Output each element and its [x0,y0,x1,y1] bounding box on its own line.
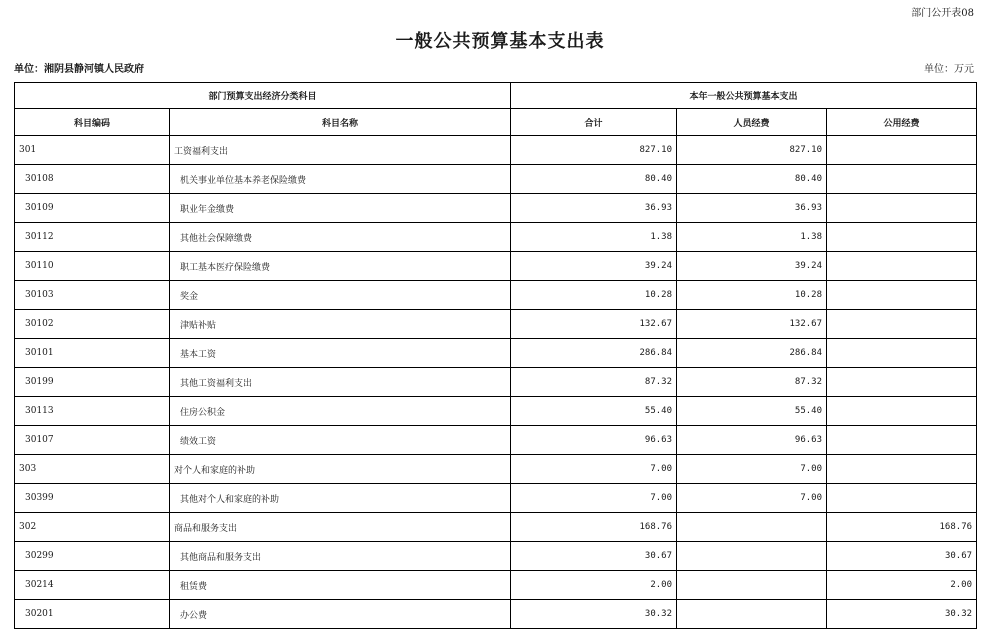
cell-name: 职工基本医疗保险缴费 [170,252,511,281]
table-row [15,223,977,252]
cell-code: 30201 [15,600,170,629]
cell-code: 30199 [15,368,170,397]
cell-personnel: 55.40 [677,397,827,426]
cell-total: 10.28 [511,281,677,310]
cell-total: 55.40 [511,397,677,426]
cell-code: 30399 [15,484,170,513]
cell-name: 绩效工资 [170,426,511,455]
cell-name: 工资福利支出 [170,136,511,165]
cell-name: 住房公积金 [170,397,511,426]
cell-code: 30108 [15,165,170,194]
cell-total: 2.00 [511,571,677,600]
cell-total: 827.10 [511,136,677,165]
cell-total: 7.00 [511,484,677,513]
table-row [15,310,977,339]
cell-name: 办公费 [170,600,511,629]
cell-name: 其他社会保障缴费 [170,223,511,252]
cell-total: 30.67 [511,542,677,571]
cell-code: 30109 [15,194,170,223]
cell-public [827,281,977,310]
cell-code: 303 [15,455,170,484]
cell-personnel: 132.67 [677,310,827,339]
cell-personnel: 827.10 [677,136,827,165]
cell-public: 2.00 [827,571,977,600]
cell-personnel: 10.28 [677,281,827,310]
cell-public [827,252,977,281]
cell-code: 30113 [15,397,170,426]
cell-public [827,397,977,426]
cell-personnel: 7.00 [677,455,827,484]
cell-name: 其他对个人和家庭的补助 [170,484,511,513]
cell-total: 80.40 [511,165,677,194]
header-row-group [15,83,977,109]
cell-public [827,484,977,513]
cell-code: 30112 [15,223,170,252]
cell-personnel [677,542,827,571]
cell-personnel: 96.63 [677,426,827,455]
unit-organization: 单位：湘阴县静河镇人民政府 [14,64,144,75]
cell-public: 168.76 [827,513,977,542]
cell-total: 39.24 [511,252,677,281]
cell-code: 30101 [15,339,170,368]
cell-name: 津贴补贴 [170,310,511,339]
page-title: 一般公共预算基本支出表 [395,31,605,52]
cell-personnel: 39.24 [677,252,827,281]
cell-name: 其他商品和服务支出 [170,542,511,571]
cell-personnel: 7.00 [677,484,827,513]
cell-code: 30102 [15,310,170,339]
table-row [15,513,977,542]
cell-public [827,165,977,194]
cell-personnel [677,513,827,542]
cell-name: 租赁费 [170,571,511,600]
cell-public [827,368,977,397]
cell-total: 7.00 [511,455,677,484]
table-row [15,484,977,513]
cell-personnel: 87.32 [677,368,827,397]
header-total: 合计 [511,109,677,136]
cell-total: 36.93 [511,194,677,223]
cell-total: 96.63 [511,426,677,455]
cell-public [827,426,977,455]
header-code: 科目编码 [15,109,170,136]
table-row [15,252,977,281]
cell-name: 其他工资福利支出 [170,368,511,397]
cell-public: 30.67 [827,542,977,571]
cell-personnel: 286.84 [677,339,827,368]
cell-personnel [677,571,827,600]
header-group-expenditure: 本年一般公共预算基本支出 [511,83,977,109]
cell-public: 30.32 [827,600,977,629]
header-name: 科目名称 [170,109,511,136]
table-row [15,426,977,455]
table-row [15,194,977,223]
cell-code: 30110 [15,252,170,281]
cell-total: 1.38 [511,223,677,252]
cell-total: 132.67 [511,310,677,339]
table-row [15,397,977,426]
table-row [15,571,977,600]
cell-public [827,223,977,252]
cell-name: 商品和服务支出 [170,513,511,542]
header-public: 公用经费 [827,109,977,136]
cell-name: 基本工资 [170,339,511,368]
form-number: 部门公开表08 [911,8,974,19]
cell-name: 职业年金缴费 [170,194,511,223]
cell-public [827,194,977,223]
budget-table [14,82,977,629]
cell-code: 30107 [15,426,170,455]
cell-public [827,339,977,368]
table-row [15,368,977,397]
header-group-classification: 部门预算支出经济分类科目 [15,83,511,109]
cell-code: 30103 [15,281,170,310]
table-row [15,339,977,368]
table-row [15,136,977,165]
table-row [15,542,977,571]
table-row [15,165,977,194]
cell-name: 奖金 [170,281,511,310]
cell-personnel: 36.93 [677,194,827,223]
cell-name: 对个人和家庭的补助 [170,455,511,484]
cell-total: 87.32 [511,368,677,397]
cell-code: 30214 [15,571,170,600]
cell-total: 286.84 [511,339,677,368]
cell-code: 30299 [15,542,170,571]
cell-public [827,136,977,165]
cell-total: 168.76 [511,513,677,542]
cell-name: 机关事业单位基本养老保险缴费 [170,165,511,194]
header-row-columns [15,109,977,136]
cell-total: 30.32 [511,600,677,629]
cell-personnel: 80.40 [677,165,827,194]
cell-personnel [677,600,827,629]
cell-public [827,455,977,484]
unit-currency: 单位：万元 [924,64,974,75]
cell-public [827,310,977,339]
cell-personnel: 1.38 [677,223,827,252]
table-row [15,600,977,629]
table-row [15,281,977,310]
cell-code: 302 [15,513,170,542]
cell-code: 301 [15,136,170,165]
header-personnel: 人员经费 [677,109,827,136]
table-row [15,455,977,484]
